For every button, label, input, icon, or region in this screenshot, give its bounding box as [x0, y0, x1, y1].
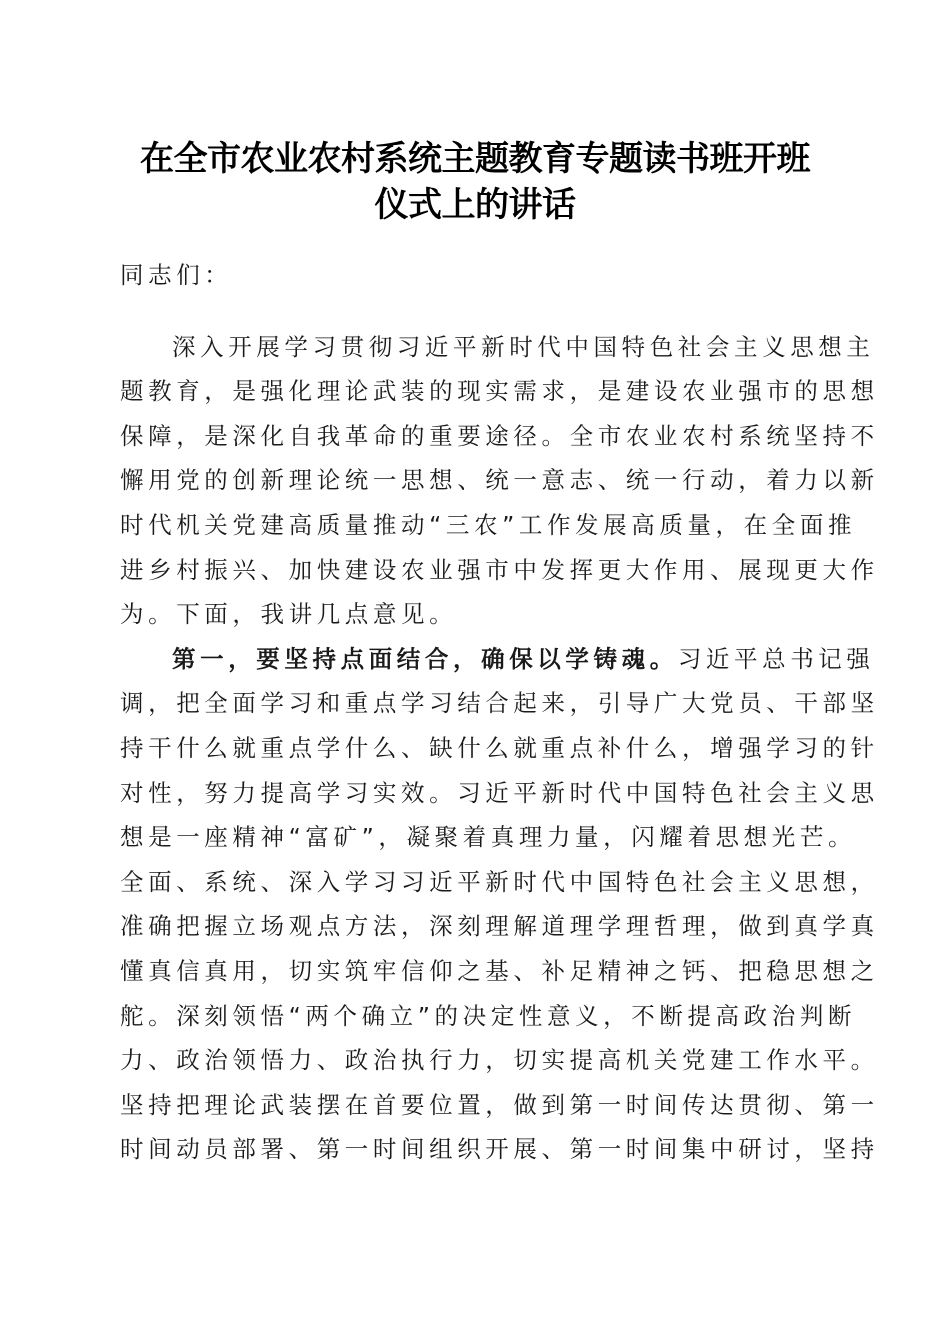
paragraph-line: 力、政治领悟力、政治执行力，切实提高机关党建工作水平。 [120, 1046, 879, 1075]
paragraph-line: 题教育，是强化理论武装的现实需求，是建设农业强市的思想 [120, 377, 879, 406]
paragraph-line: 准确把握立场观点方法，深刻理解道理学理哲理，做到真学真 [120, 912, 879, 941]
paragraph-line: 调，把全面学习和重点学习结合起来，引导广大党员、干部坚 [120, 689, 879, 718]
document-title [100, 136, 850, 228]
paragraph-line: 全面、系统、深入学习习近平新时代中国特色社会主义思想， [120, 867, 879, 896]
paragraph-line: 时间动员部署、第一时间组织开展、第一时间集中研讨，坚持 [120, 1135, 879, 1164]
paragraph-line: 进乡村振兴、加快建设农业强市中发挥更大作用、展现更大作 [120, 555, 879, 584]
paragraph-2 [120, 637, 879, 1172]
paragraph-line: 对性，努力提高学习实效。习近平新时代中国特色社会主义思 [120, 778, 879, 807]
paragraph-line: 保障，是深化自我革命的重要途径。全市农业农村系统坚持不 [120, 421, 879, 450]
paragraph-line: 舵。深刻领悟“两个确立”的决定性意义，不断提高政治判断 [120, 1001, 857, 1030]
paragraph-line: 坚持把理论武装摆在首要位置，做到第一时间传达贯彻、第一 [120, 1090, 879, 1119]
paragraph-text: 习近平总书记强 [677, 644, 875, 673]
section-heading: 第一，要坚持点面结合，确保以学铸魂。 [172, 644, 678, 673]
paragraph-line: 时代机关党建高质量推动“三农”工作发展高质量，在全面推 [120, 510, 857, 539]
title-line-2: 仪式上的讲话 [374, 185, 576, 225]
paragraph-1 [120, 325, 879, 637]
paragraph-line: 懈用党的创新理论统一思想、统一意志、统一行动，着力以新 [120, 466, 879, 495]
paragraph-line: 深入开展学习贯彻习近平新时代中国特色社会主义思想主 [172, 332, 875, 361]
paragraph-line: 想是一座精神“富矿”，凝聚着真理力量，闪耀着思想光芒。 [120, 823, 857, 852]
document-body [120, 253, 879, 1172]
title-line-1: 在全市农业农村系统主题教育专题读书班开班 [140, 139, 810, 179]
paragraph-line: 为。下面，我讲几点意见。 [120, 600, 458, 629]
greeting: 同志们： [120, 261, 233, 289]
paragraph-line: 持干什么就重点学什么、缺什么就重点补什么，增强学习的针 [120, 733, 879, 762]
paragraph-line [120, 637, 875, 682]
paragraph-line: 懂真信真用，切实筑牢信仰之基、补足精神之钙、把稳思想之 [120, 956, 879, 985]
